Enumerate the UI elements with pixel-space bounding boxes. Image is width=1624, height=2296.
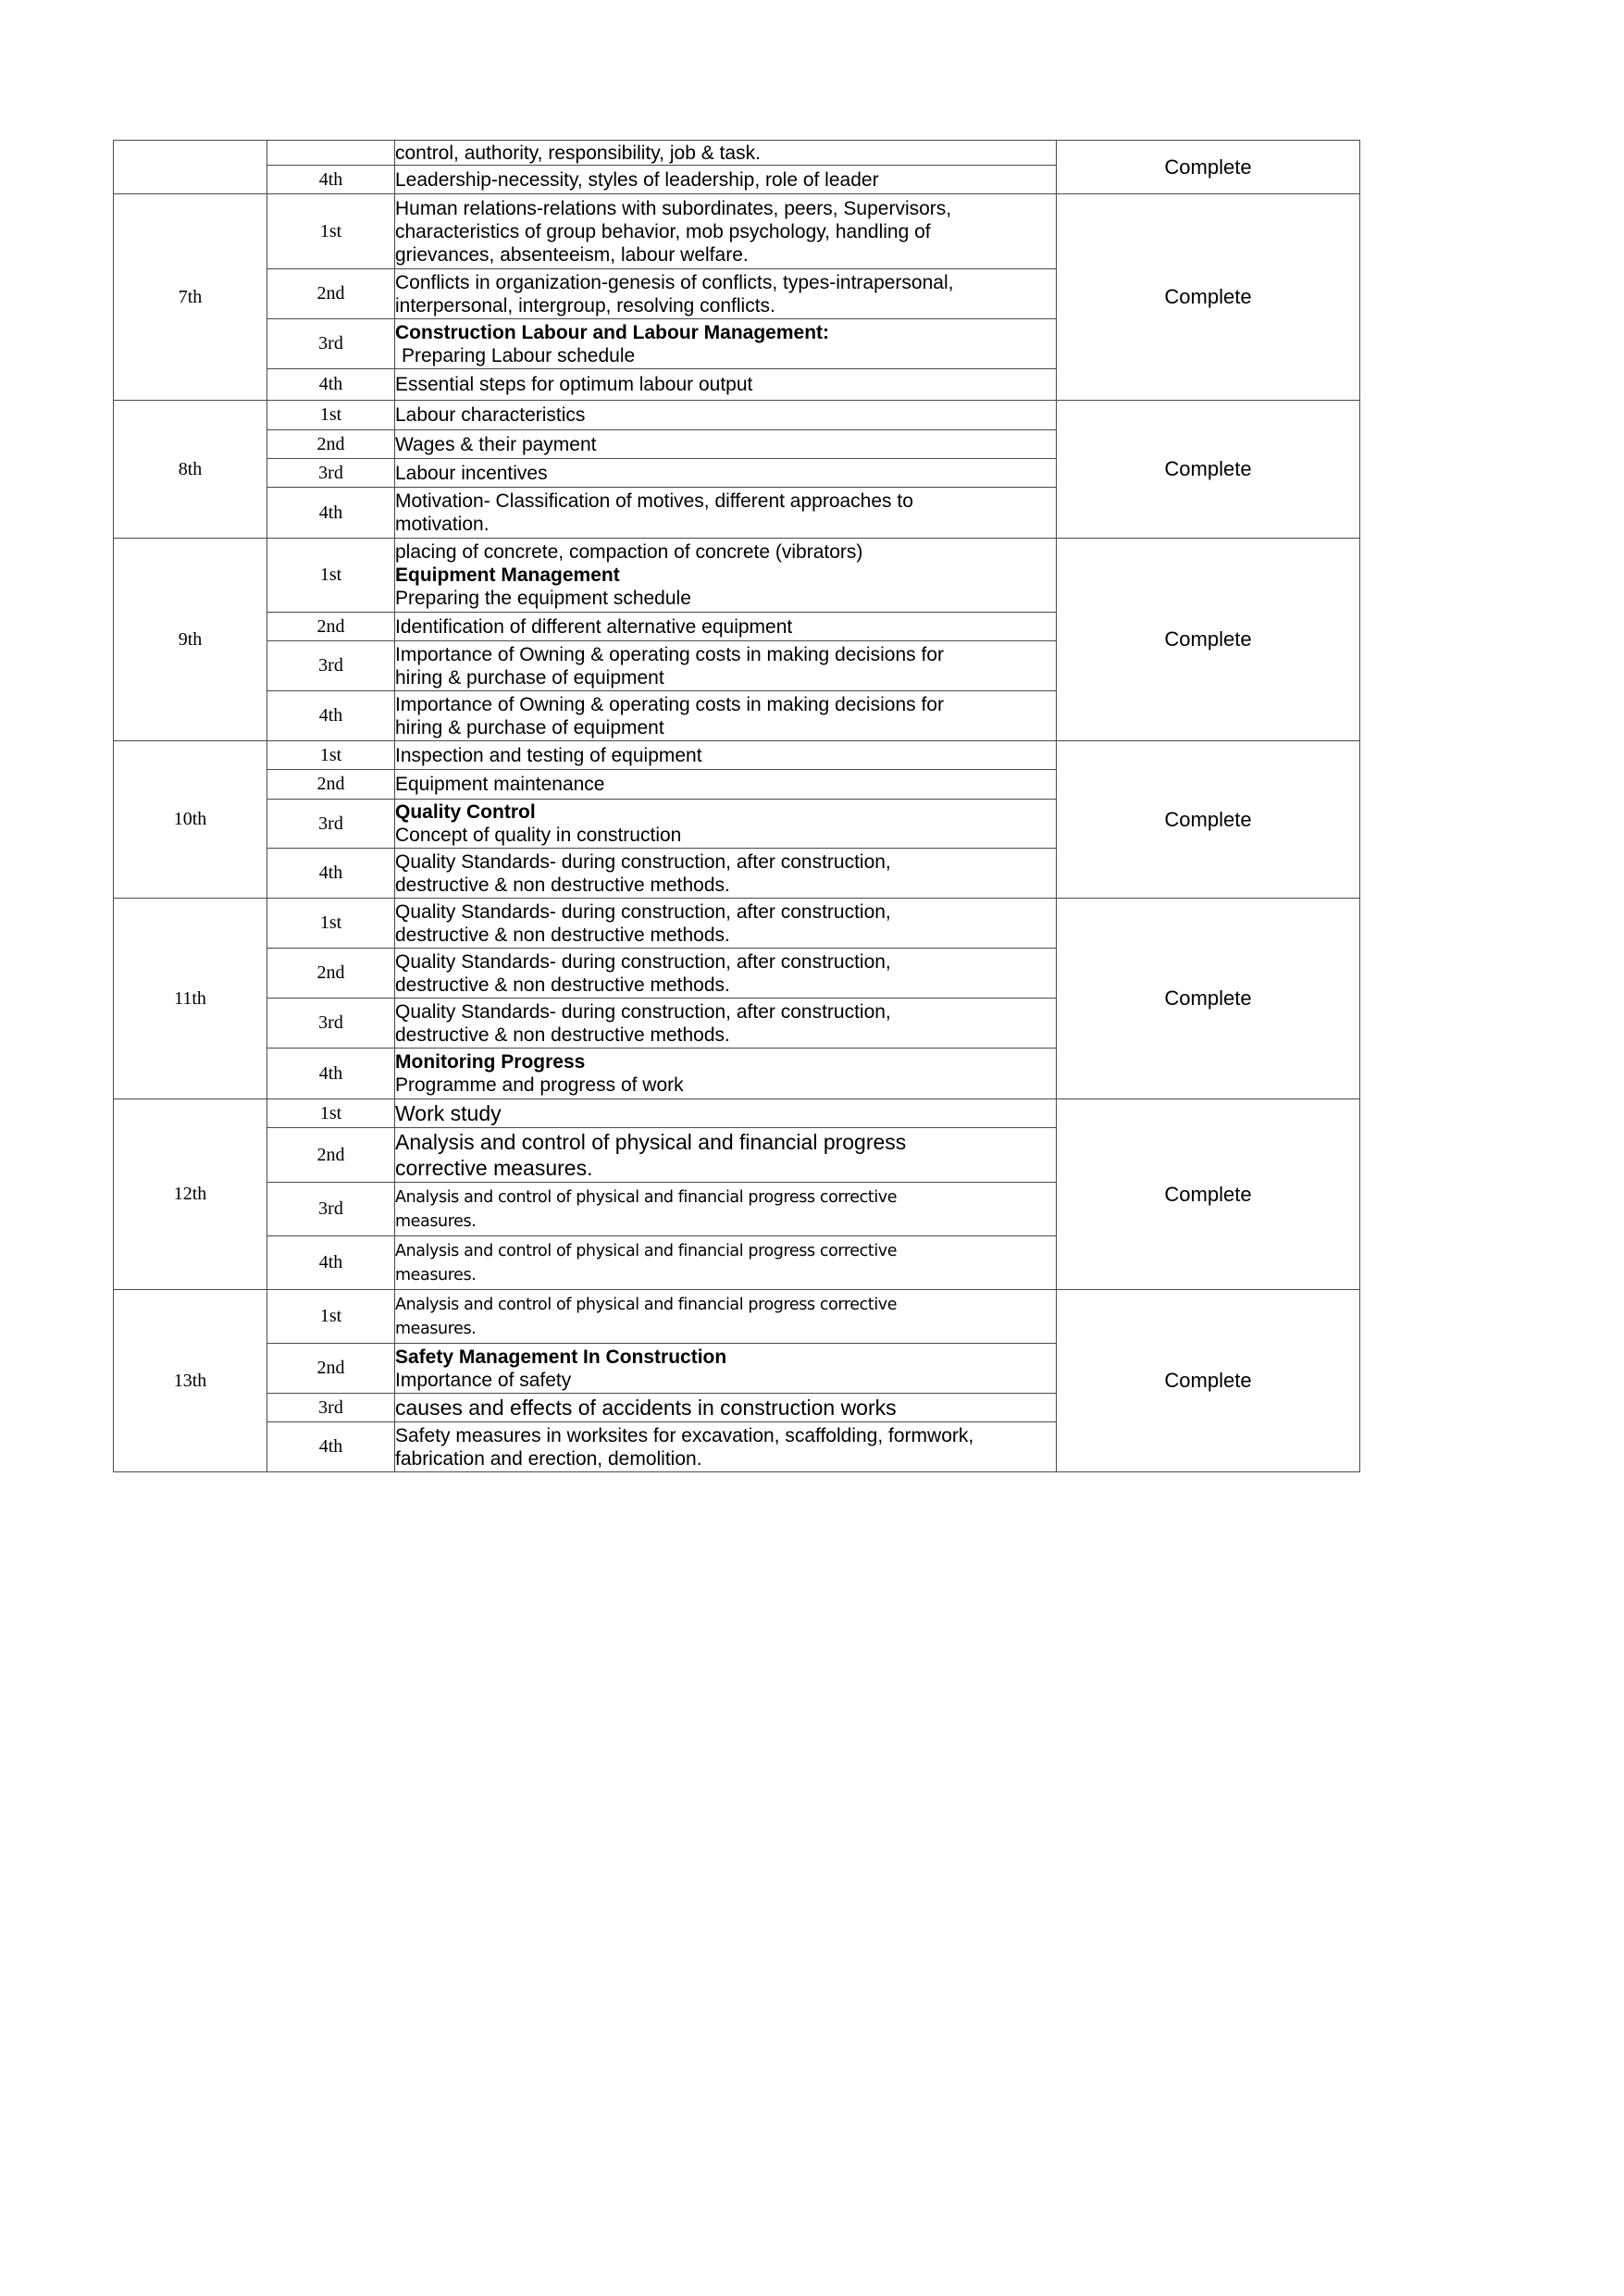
topic-cell: [395, 369, 1057, 401]
topic-cell: [395, 269, 1057, 319]
week-cell: 10th: [114, 741, 267, 899]
topic-line: Wages & their payment: [395, 433, 597, 455]
topic-line: control, authority, responsibility, job & task.: [395, 142, 761, 164]
lecture-cell: 3rd: [267, 999, 395, 1049]
topic-cell: [395, 488, 1057, 539]
topic-cell: [395, 999, 1057, 1049]
topic-line: Analysis and control of physical and financial progress corrective: [395, 1295, 898, 1314]
topic-line: Importance of Owning & operating costs in making decisions for: [395, 693, 944, 715]
table-row: [114, 899, 1360, 949]
topic-cell: [395, 641, 1057, 691]
lecture-cell: 2nd: [267, 1128, 395, 1183]
lecture-cell: 4th: [267, 1236, 395, 1290]
topic-line: Conflicts in organization-genesis of conflicts, types-intrapersonal,: [395, 271, 954, 293]
lecture-cell: 2nd: [267, 613, 395, 641]
status-cell: Complete: [1057, 539, 1360, 741]
lecture-cell: 2nd: [267, 1344, 395, 1394]
topic-line: hiring & purchase of equipment: [395, 716, 664, 738]
topic-cell: [395, 319, 1057, 369]
lecture-cell: 3rd: [267, 800, 395, 849]
topic-line: Programme and progress of work: [395, 1074, 684, 1096]
table-row: [114, 194, 1360, 269]
lecture-cell: 1st: [267, 539, 395, 613]
lecture-cell: 4th: [267, 849, 395, 899]
topic-cell: [395, 899, 1057, 949]
table-row: [114, 141, 1360, 166]
lecture-cell: 4th: [267, 369, 395, 401]
topic-line: Quality Standards- during construction, after construction,: [395, 850, 891, 873]
lecture-cell: 4th: [267, 488, 395, 539]
topic-line: hiring & purchase of equipment: [395, 666, 664, 689]
lecture-cell: 3rd: [267, 641, 395, 691]
topic-heading: Quality Control: [395, 801, 536, 823]
topic-cell: [395, 949, 1057, 999]
topic-line: Analysis and control of physical and financial progress: [395, 1130, 907, 1154]
topic-line: Essential steps for optimum labour output: [395, 374, 753, 395]
topic-heading: Monitoring Progress: [395, 1051, 586, 1073]
topic-cell: [395, 1128, 1057, 1183]
topic-line: Identification of different alternative equipment: [395, 615, 793, 638]
topic-cell: [395, 800, 1057, 849]
topic-line: corrective measures.: [395, 1156, 593, 1180]
topic-line: measures.: [395, 1211, 477, 1231]
lecture-cell: 4th: [267, 166, 395, 194]
week-cell: 8th: [114, 401, 267, 539]
topic-line: Importance of safety: [395, 1369, 572, 1391]
status-cell: Complete: [1057, 899, 1360, 1099]
topic-cell: [395, 849, 1057, 899]
lecture-cell: 2nd: [267, 269, 395, 319]
topic-line: Analysis and control of physical and financial progress corrective: [395, 1187, 898, 1207]
topic-cell: [395, 770, 1057, 800]
topic-line: causes and effects of accidents in construction works: [395, 1396, 897, 1420]
topic-line: Quality Standards- during construction, after construction,: [395, 1000, 891, 1023]
topic-cell: [395, 1099, 1057, 1128]
topic-line: motivation.: [395, 514, 490, 535]
topic-line: Leadership-necessity, styles of leadership, role of leader: [395, 168, 879, 191]
status-cell: Complete: [1057, 741, 1360, 899]
topic-line: Importance of Owning & operating costs in making decisions for: [395, 643, 944, 665]
topic-cell: [395, 1344, 1057, 1394]
status-cell: Complete: [1057, 141, 1360, 194]
lecture-cell: 4th: [267, 1422, 395, 1472]
lesson-plan-table: [113, 140, 1360, 1472]
topic-line: grievances, absenteeism, labour welfare.: [395, 243, 749, 266]
topic-cell: [395, 1183, 1057, 1236]
topic-line: interpersonal, intergroup, resolving conflicts.: [395, 294, 775, 316]
topic-line: Motivation- Classification of motives, different approaches to: [395, 490, 913, 512]
topic-line: characteristics of group behavior, mob psychology, handling of: [395, 220, 931, 242]
status-cell: Complete: [1057, 401, 1360, 539]
table-row: [114, 539, 1360, 613]
topic-line: placing of concrete, compaction of concrete (vibrators): [395, 541, 863, 563]
topic-cell: [395, 1422, 1057, 1472]
lecture-cell: 2nd: [267, 430, 395, 459]
topic-line: Human relations-relations with subordinates, peers, Supervisors,: [395, 197, 952, 219]
topic-heading: Safety Management In Construction: [395, 1346, 727, 1368]
lecture-cell: 3rd: [267, 459, 395, 488]
lecture-cell: 1st: [267, 741, 395, 770]
lecture-cell: 2nd: [267, 770, 395, 800]
topic-cell: [395, 1290, 1057, 1344]
topic-cell: [395, 1049, 1057, 1099]
topic-cell: [395, 613, 1057, 641]
lecture-cell: 3rd: [267, 1394, 395, 1422]
topic-line: fabrication and erection, demolition.: [395, 1447, 702, 1470]
topic-line: Quality Standards- during construction, after construction,: [395, 950, 891, 973]
week-cell: 11th: [114, 899, 267, 1099]
lecture-cell: 1st: [267, 194, 395, 269]
topic-cell: [395, 166, 1057, 194]
lecture-cell: 1st: [267, 1099, 395, 1128]
topic-line: Analysis and control of physical and financial progress corrective: [395, 1241, 898, 1260]
topic-line: Safety measures in worksites for excavation, scaffolding, formwork,: [395, 1424, 974, 1446]
topic-line: Concept of quality in construction: [395, 825, 682, 846]
topic-line: Preparing the equipment schedule: [395, 588, 691, 609]
topic-line: Labour characteristics: [395, 404, 586, 426]
table-row: [114, 1099, 1360, 1128]
status-cell: Complete: [1057, 1290, 1360, 1472]
topic-line: destructive & non destructive methods.: [395, 874, 730, 896]
status-cell: Complete: [1057, 1099, 1360, 1290]
lecture-cell: [267, 141, 395, 166]
lecture-cell: 3rd: [267, 319, 395, 369]
topic-heading: Construction Labour and Labour Management:: [395, 321, 830, 343]
topic-line: destructive & non destructive methods.: [395, 1024, 730, 1046]
week-cell: 13th: [114, 1290, 267, 1472]
topic-line: Labour incentives: [395, 462, 548, 484]
lecture-cell: 1st: [267, 401, 395, 430]
topic-cell: [395, 539, 1057, 613]
lecture-cell: 3rd: [267, 1183, 395, 1236]
lecture-cell: 1st: [267, 1290, 395, 1344]
topic-line: Quality Standards- during construction, after construction,: [395, 900, 891, 923]
lecture-cell: 4th: [267, 691, 395, 741]
topic-cell: [395, 141, 1057, 166]
topic-line: measures.: [395, 1319, 477, 1338]
week-cell: 12th: [114, 1099, 267, 1290]
lesson-plan-body: [114, 141, 1360, 1472]
topic-cell: [395, 1236, 1057, 1290]
topic-cell: [395, 691, 1057, 741]
week-cell: 9th: [114, 539, 267, 741]
week-cell: 7th: [114, 194, 267, 401]
status-cell: Complete: [1057, 194, 1360, 401]
topic-line: Preparing Labour schedule: [402, 344, 636, 366]
table-row: [114, 741, 1360, 770]
topic-heading: Equipment Management: [395, 565, 620, 586]
topic-cell: [395, 1394, 1057, 1422]
topic-line: Inspection and testing of equipment: [395, 744, 702, 766]
lecture-cell: 2nd: [267, 949, 395, 999]
topic-line: Work study: [395, 1101, 502, 1125]
topic-line: destructive & non destructive methods.: [395, 924, 730, 946]
table-row: [114, 1290, 1360, 1344]
topic-line: Equipment maintenance: [395, 774, 605, 795]
topic-cell: [395, 401, 1057, 430]
topic-cell: [395, 194, 1057, 269]
topic-line: destructive & non destructive methods.: [395, 974, 730, 996]
lecture-cell: 1st: [267, 899, 395, 949]
topic-cell: [395, 741, 1057, 770]
lecture-cell: 4th: [267, 1049, 395, 1099]
topic-cell: [395, 430, 1057, 459]
week-cell: [114, 141, 267, 194]
topic-cell: [395, 459, 1057, 488]
table-row: [114, 401, 1360, 430]
topic-line: measures.: [395, 1265, 477, 1285]
